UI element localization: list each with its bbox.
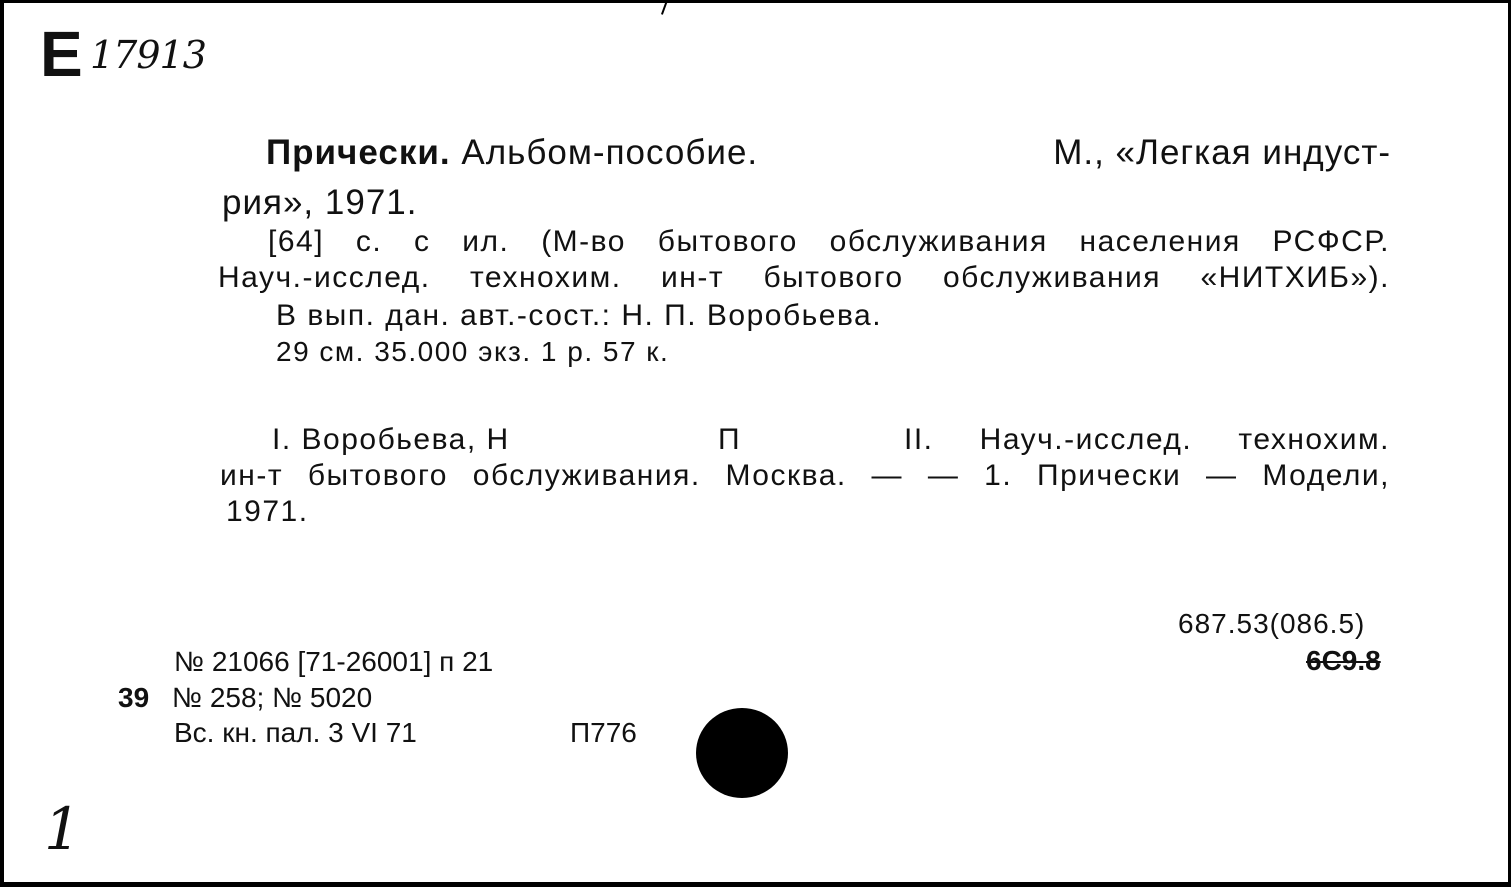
entry-subtitle: Альбом-пособие. bbox=[461, 133, 759, 172]
footer-line-1: № 21066 [71-26001] п 21 bbox=[174, 646, 494, 677]
pen-tick-mark bbox=[661, 0, 669, 15]
handwritten-mark: 1 bbox=[44, 795, 80, 863]
entry-line-2: рия», 1971. bbox=[222, 183, 418, 222]
udc-code: 687.53(086.5) bbox=[1178, 608, 1366, 639]
tracing-institute: II. Науч.-исслед. технохим. bbox=[904, 423, 1390, 456]
tracing-year: 1971. bbox=[226, 495, 309, 528]
footer-line-3: Вс. кн. пал. 3 VI 71 bbox=[174, 717, 417, 748]
footer-line-2: № 258; № 5020 bbox=[172, 682, 373, 713]
tracing-initial: П bbox=[718, 423, 742, 456]
inventory-number: 17913 bbox=[90, 33, 206, 77]
entry-pagination: [64] с. с ил. (М-во бытового обслуживания населения РСФСР. bbox=[268, 225, 1390, 258]
footer-prefix: 39 bbox=[118, 682, 150, 713]
tracing-institute-line bbox=[904, 423, 1390, 457]
entry-line-1 bbox=[266, 133, 1391, 173]
entry-line-5: В вып. дан. авт.-сост.: Н. П. Воробьева. bbox=[276, 299, 883, 332]
footer-line-3b: П776 bbox=[570, 717, 637, 748]
entry-line-4 bbox=[218, 261, 1390, 295]
tracing-line-2 bbox=[220, 459, 1390, 493]
entry-title: Прически. bbox=[266, 133, 451, 172]
tracing-subjects: ин-т бытового обслуживания. Москва. — — 1. Прически — Модели, bbox=[220, 459, 1390, 492]
punch-dot bbox=[696, 708, 788, 798]
entry-series: Науч.-исслед. технохим. ин-т бытового обслуживания «НИТХИБ»). bbox=[218, 261, 1390, 294]
entry-line-6: 29 см. 35.000 экз. 1 р. 57 к. bbox=[276, 336, 670, 367]
stamp-letter: Е bbox=[40, 18, 83, 90]
tracing-author: I. Воробьева, Н bbox=[272, 423, 510, 456]
entry-line-3 bbox=[268, 225, 1390, 259]
class-code: 6С9.8 bbox=[1306, 645, 1381, 676]
entry-publisher: М., «Легкая индуст- bbox=[1053, 133, 1391, 172]
